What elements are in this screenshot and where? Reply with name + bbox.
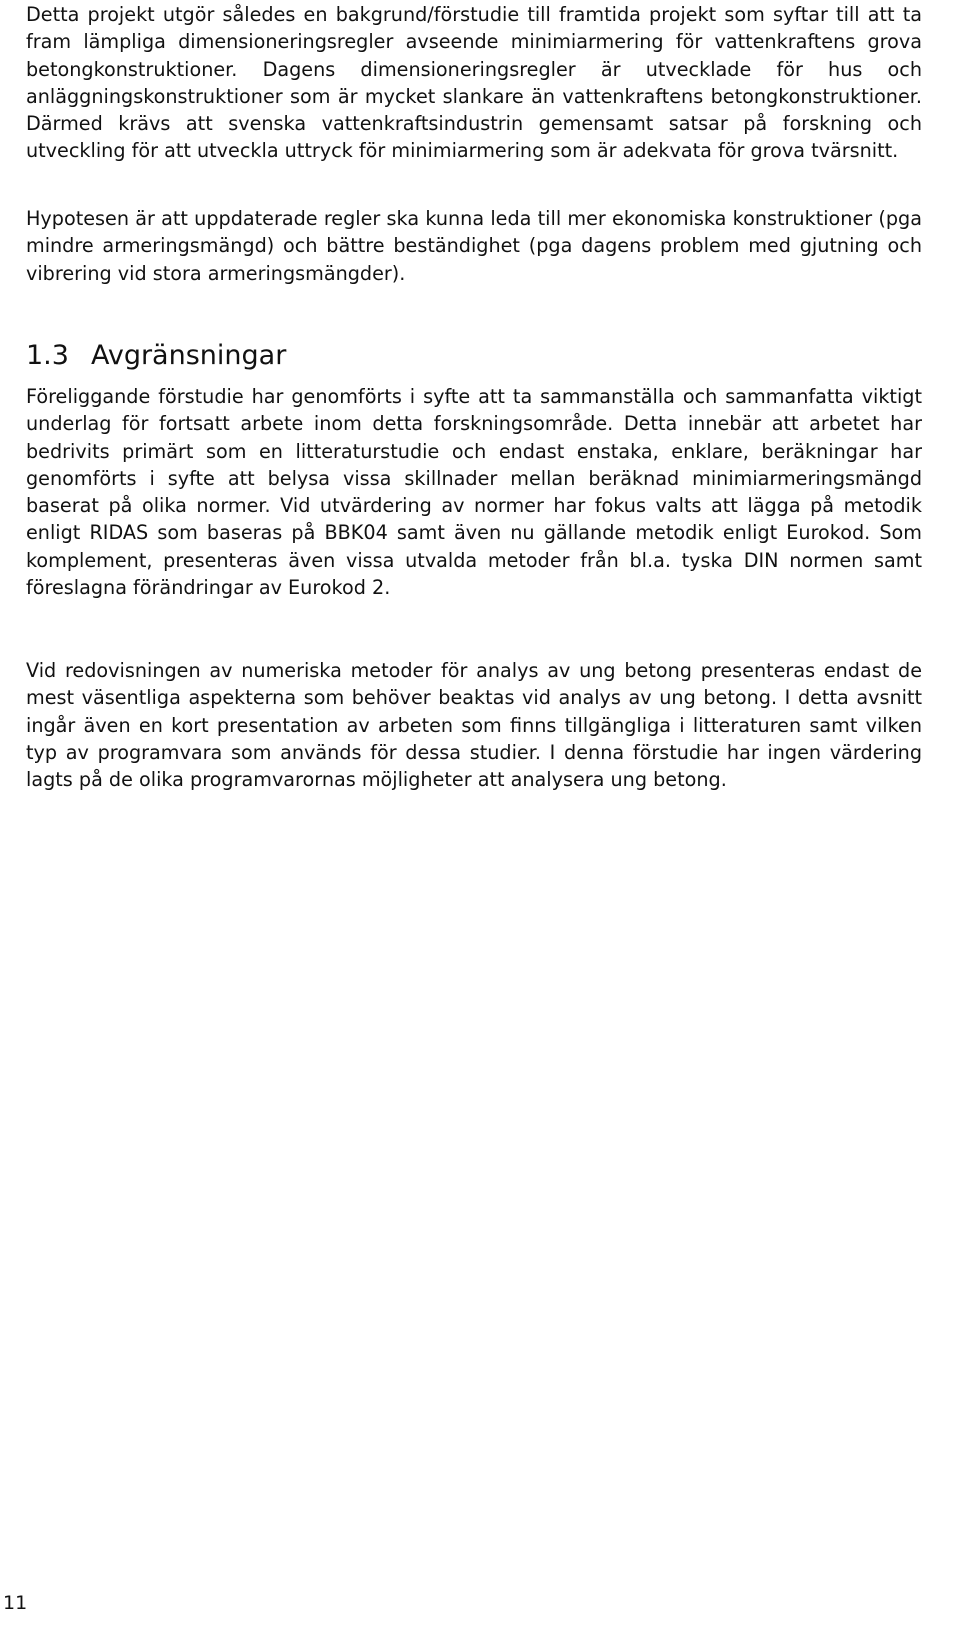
paragraph-numerical-methods: Vid redovisningen av numeriska metoder för analys av ung betong presenteras endast de mest väsentliga aspekterna som behöver beaktas vid analys av ung betong. I detta avsnitt ingår även en kort presentation av arbeten som finns tillgängliga i litteraturen samt vilken typ av programvara som används för dessa studier. I denna förstudie har ingen värdering lagts på de olika programvarornas möjligheter att analysera ung betong.	[26, 659, 922, 792]
paragraph-hypothesis: Hypotesen är att uppdaterade regler ska kunna leda till mer ekonomiska konstruktioner (pga mindre armeringsmängd) och bättre beständighet (pga dagens problem med gjutning och vibrering vid stora armeringsmängder).	[26, 207, 922, 285]
paragraph-scope: Föreliggande förstudie har genomförts i syfte att ta sammanställa och sammanfatta viktigt underlag för fortsatt arbete inom detta forskningsområde. Detta innebär att arbetet har bedrivits primärt som en litteraturstudie och endast enstaka, enklare, beräkningar har genomförts i syfte att belysa vissa skillnader mellan beräknad minimiarmeringsmängd baserat på olika normer. Vid utvärdering av normer har fokus valts att lägga på metodik enligt RIDAS som baseras på BBK04 samt även nu gällande metodik enligt Eurokod. Som komplement, presenteras även vissa utvalda metoder från bl.a. tyska DIN normen samt föreslagna förändringar av Eurokod 2.	[26, 385, 922, 600]
section-number: 1.3	[26, 340, 69, 371]
section-title: Avgränsningar	[90, 340, 287, 371]
page-number: 11	[3, 1592, 28, 1614]
section-heading	[26, 338, 286, 374]
paragraph-background: Detta projekt utgör således en bakgrund/förstudie till framtida projekt som syftar till att ta fram lämpliga dimensioneringsregler avseende minimiarmering för vattenkraftens grova betongkonstruktioner. Dagens dimensioneringsregler är utvecklade för hus och anläggningskonstruktioner som är mycket slankare än vattenkraftens betongkonstruktioner. Därmed krävs att svenska vattenkraftsindustrin gemensamt satsar på forskning och utveckling för att utveckla uttryck för minimiarmering som är adekvata för grova tvärsnitt.	[26, 3, 922, 163]
